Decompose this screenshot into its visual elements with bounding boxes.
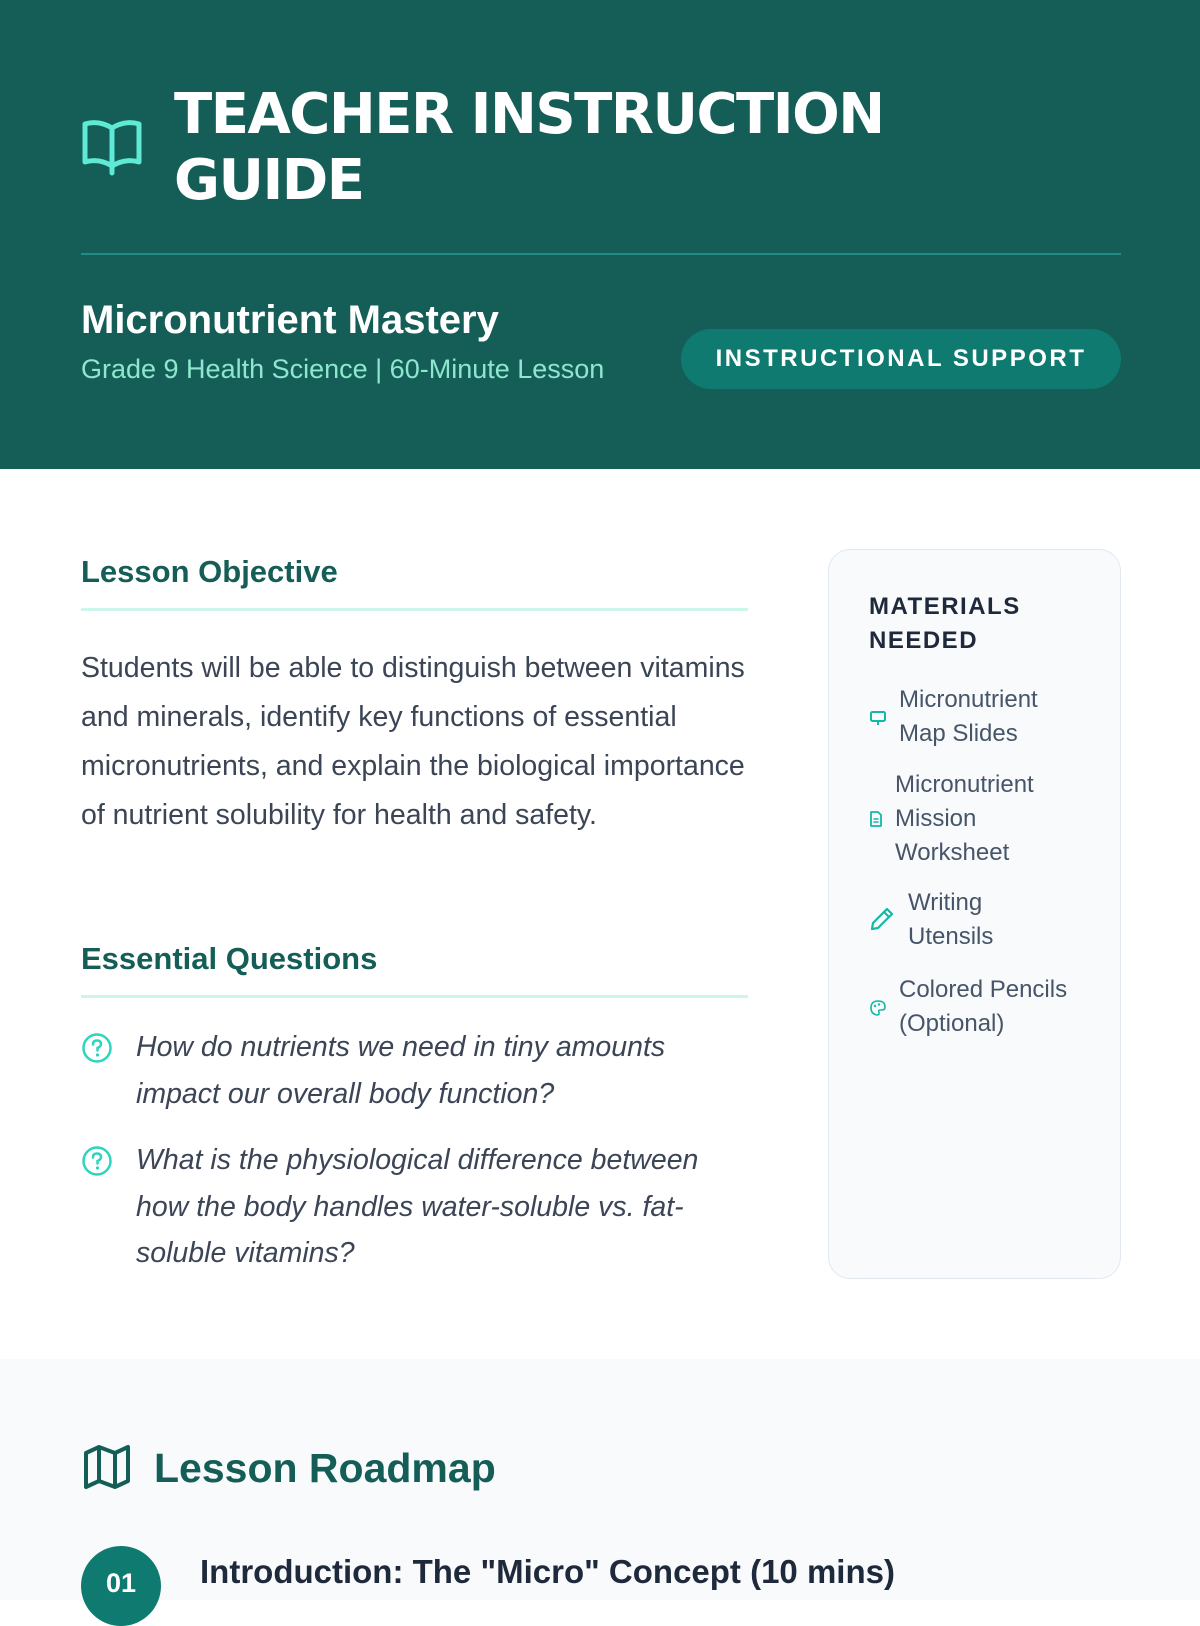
questions-rule: [81, 995, 748, 998]
roadmap-heading: Lesson Roadmap: [154, 1445, 496, 1491]
step-number-badge: 01: [81, 1546, 161, 1626]
material-item: [869, 973, 1109, 1043]
material-item: [869, 683, 1109, 753]
material-label: Micronutrient Map Slides: [899, 686, 1038, 747]
material-label: Micronutrient Mission Worksheet: [895, 771, 1034, 866]
roadmap-section: [0, 1359, 1200, 1600]
materials-heading: MATERIALS NEEDED: [869, 593, 1021, 654]
pencil-icon: [869, 906, 895, 932]
materials-panel: [828, 549, 1121, 1279]
map-icon: [83, 1444, 131, 1490]
objective-text: Students will be able to distinguish between vitamins and minerals, identify key functions of essential micronutrients, and explain the biological importance of nutrient solubility for health and safety.: [81, 652, 745, 831]
page-header: [0, 0, 1200, 469]
material-label: Colored Pencils (Optional): [899, 976, 1068, 1037]
objective-rule: [81, 608, 748, 611]
presentation-icon: [869, 709, 887, 727]
question-text: How do nutrients we need in tiny amounts impact our overall body function?: [136, 1031, 666, 1110]
palette-icon: [869, 999, 887, 1017]
lesson-meta: Grade 9 Health Science | 60-Minute Lesson: [81, 354, 605, 384]
material-item: [869, 886, 1109, 956]
book-open-icon: [81, 118, 143, 176]
question-circle-icon: [81, 1145, 113, 1177]
instructional-support-badge: INSTRUCTIONAL SUPPORT: [681, 329, 1121, 389]
questions-heading: Essential Questions: [81, 941, 378, 976]
question-circle-icon: [81, 1032, 113, 1064]
material-item: [869, 768, 1109, 870]
objective-heading: Lesson Objective: [81, 554, 338, 589]
page-title: TEACHER INSTRUCTION GUIDE: [174, 82, 884, 213]
main-content: [0, 469, 1200, 1359]
material-label: Writing Utensils: [908, 889, 994, 950]
document-icon: [869, 811, 883, 827]
lesson-title: Micronutrient Mastery: [81, 298, 499, 342]
step-title: Introduction: The "Micro" Concept (10 mins): [200, 1553, 895, 1590]
header-divider: [81, 253, 1121, 255]
question-text: What is the physiological difference between how the body handles water-soluble vs. fat-soluble vitamins?: [136, 1144, 699, 1269]
